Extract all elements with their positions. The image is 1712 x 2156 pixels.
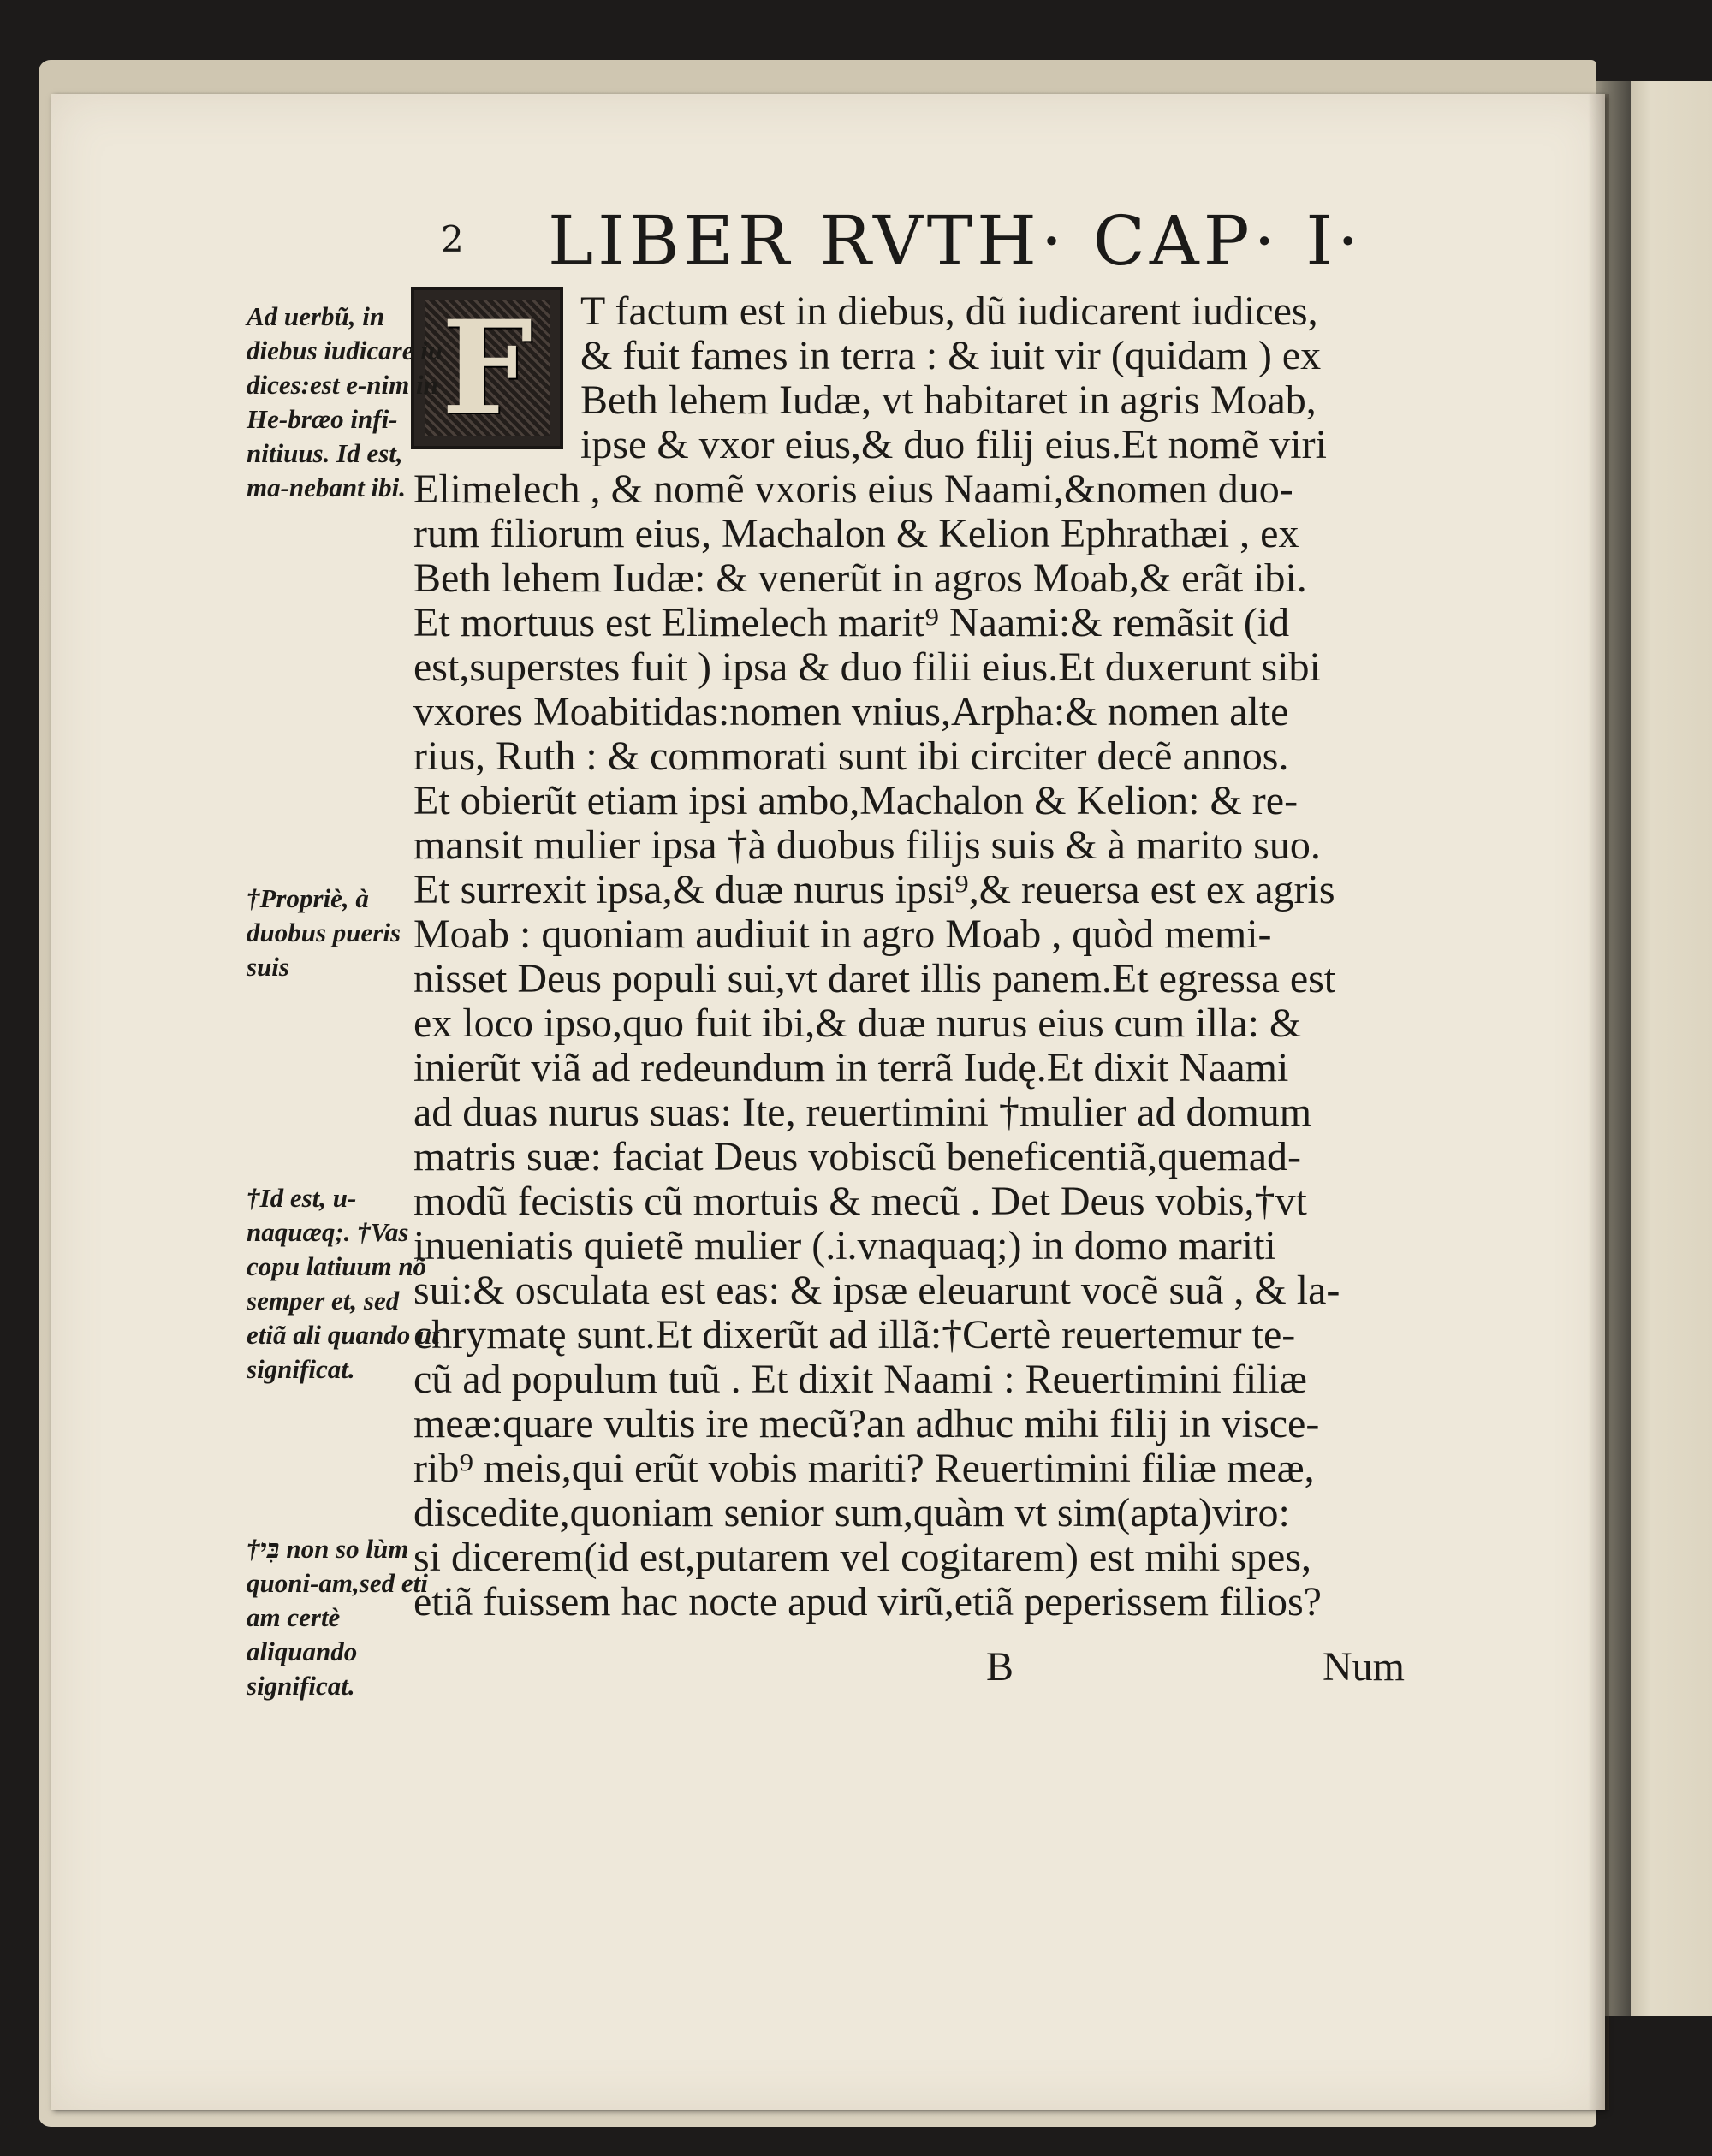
text-line: inueniatis quietẽ mulier (.i.vnaquaq;) in domo mariti [413, 1223, 1276, 1268]
text-line: vxores Moabitidas:nomen vnius,Arpha:& nomen alte [413, 689, 1289, 734]
text-line: & fuit fames in terra : & iuit vir (quidam ) ex [580, 333, 1322, 378]
text-line: mansit mulier ipsa †à duobus filijs suis & à marito suo. [413, 823, 1321, 868]
text-line: modũ fecistis cũ mortuis & mecũ . Det Deus vobis,†vt [413, 1179, 1307, 1224]
running-head: LIBER RVTH· CAP· I· [548, 201, 1364, 281]
text-line: discedite,quoniam senior sum,quàm vt sim(apta)viro: [413, 1490, 1290, 1535]
text-line: Et surrexit ipsa,& duæ nurus ipsi⁹,& reuersa est ex agris [413, 867, 1335, 912]
text-line: T factum est in diebus, dũ iudicarent iudices, [580, 288, 1318, 334]
text-line: si dicerem(id est,putarem vel cogitarem) est mihi spes, [413, 1535, 1312, 1580]
signature-mark: B [986, 1644, 1014, 1690]
text-line: sui:& osculata est eas: & ipsæ eleuarunt vocẽ suã , & la- [413, 1268, 1340, 1313]
text-line: Beth lehem Iudæ, vt habitaret in agris Moab, [580, 377, 1317, 423]
text-line: cũ ad populum tuũ . Et dixit Naami : Reuertimini filiæ [413, 1357, 1307, 1402]
catchword: Num [1323, 1644, 1405, 1690]
marginal-gloss: Ad uerbũ, in diebus iudicare iu dices:est e-nim in He-bræo infi-nitiuus. Id est, ma-nebant ibi. [247, 301, 443, 502]
text-line: ad duas nurus suas: Ite, reuertimini †mulier ad domum [413, 1090, 1312, 1135]
text-line: ipse & vxor eius,& duo filij eius.Et nomẽ viri [580, 422, 1327, 467]
initial-letter: F [441, 293, 533, 443]
marginal-gloss: †בִּי non so lùm quoni-am,sed eti am certè aliquando significat. [247, 1534, 428, 1701]
text-line: est,superstes fuit ) ipsa & duo filii eius.Et duxerunt sibi [413, 644, 1321, 690]
text-line: etiã fuissem hac nocte apud virũ,etiã peperissem filios? [413, 1579, 1322, 1624]
text-line: Et obierũt etiam ipsi ambo,Machalon & Kelion: & re- [413, 778, 1299, 823]
text-line: chrymatę sunt.Et dixerũt ad illã:†Certè reuertemur te- [413, 1312, 1296, 1357]
text-line: matris suæ: faciat Deus vobiscũ beneficentiã,quemad- [413, 1134, 1301, 1179]
text-line: ex loco ipso,quo fuit ibi,& duæ nurus eius cum illa: & [413, 1001, 1302, 1046]
text-line: nisset Deus populi sui,vt daret illis panem.Et egressa est [413, 956, 1336, 1001]
text-line: Et mortuus est Elimelech marit⁹ Naami:& remãsit (id [413, 600, 1290, 645]
text-line: meæ:quare vultis ire mecũ?an adhuc mihi filij in visce- [413, 1401, 1320, 1446]
text-line: inierũt viã ad redeundum in terrã Iudę.Et dixit Naami [413, 1045, 1289, 1090]
marginal-gloss: †Propriè, à duobus pueris suis [247, 883, 401, 982]
text-line: rius, Ruth : & commorati sunt ibi circiter decẽ annos. [413, 734, 1289, 779]
text-line: rum filiorum eius, Machalon & Kelion Ephrathæi , ex [413, 511, 1299, 556]
folio-number: 2 [441, 218, 464, 260]
text-line: rib⁹ meis,qui erũt vobis mariti? Reuertimini filiæ meæ, [413, 1446, 1315, 1491]
text-line: Beth lehem Iudæ: & venerũt in agros Moab,& erãt ibi. [413, 555, 1307, 601]
text-line: Moab : quoniam audiuit in agro Moab , quòd memi- [413, 912, 1272, 957]
text-line: Elimelech , & nomẽ vxoris eius Naami,&nomen duo- [413, 466, 1293, 512]
marginal-gloss: †Id est, u-naquæq;. †Vas copu latiuum nõ semper et, sed etiã ali quando ut significat. [247, 1183, 439, 1384]
